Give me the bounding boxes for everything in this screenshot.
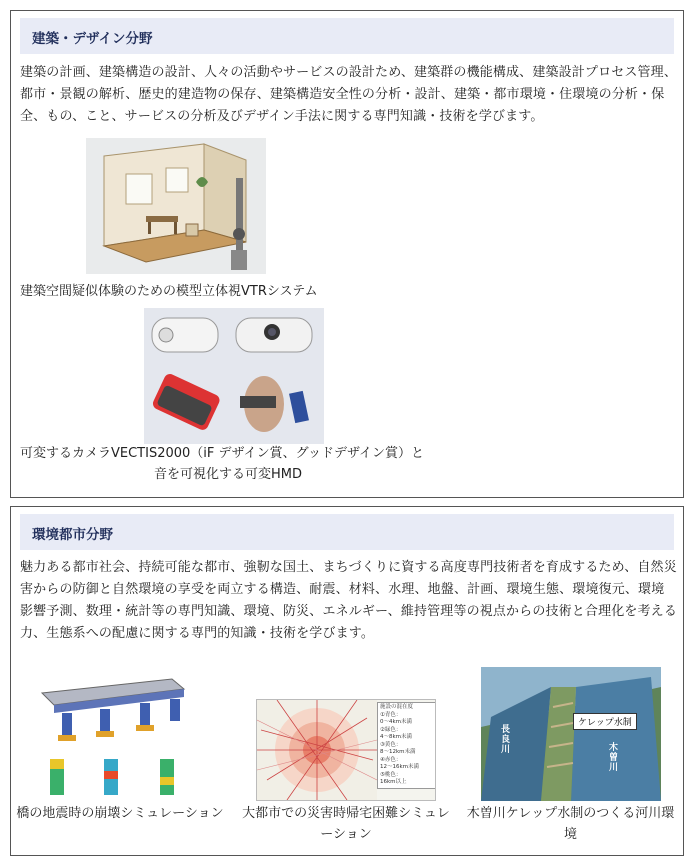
river-aerial-image (481, 667, 661, 801)
section-title: 建築・デザイン分野 (32, 31, 153, 47)
bridge-simulation-image (32, 671, 194, 801)
bridge-caption: 橋の地震時の崩壊シミュレーション (16, 806, 224, 821)
section-header (20, 514, 674, 550)
legend-line: 16km以上 (380, 779, 407, 785)
legend-line: 4〜8km未満 (380, 734, 413, 740)
river-caption: 木曽川ケレップ水制のつくる河川環境 (466, 806, 675, 842)
urban-map-image (256, 699, 436, 801)
legend-line: 12〜16km未満 (380, 764, 420, 770)
camera-caption-line2: 音を可視化する可変HMD (154, 467, 303, 482)
legend-line: 施設の混在度 (380, 704, 414, 710)
legend-line: ③黄色： (380, 741, 402, 748)
legend-line: ④赤色： (380, 756, 402, 763)
section-description: 建築の計画、建築構造の設計、人々の活動やサービスの設計ため、建築群の機能構成、建築設計プロセス管理、都市・景観の解析、歴史的建造物の保存、建築構造安全性の分析・設計、建築・都市環境・住環境の分析・保全、もの、こと、サービスの分析及びデザイン手法に関する専門知識・技術を学びます。 (20, 65, 677, 124)
urban-caption: 大都市での災害時帰宅困難シミュレーション (242, 806, 450, 842)
model-house-image (86, 138, 266, 274)
section-header (20, 18, 674, 54)
river-main-label: ケレップ水制 (573, 713, 637, 730)
legend-line: 0〜4km未満 (380, 719, 413, 725)
environmental-urban-section (10, 506, 684, 856)
section-title: 環境都市分野 (32, 527, 113, 543)
camera-caption-line1: 可変するカメラVECTIS2000（iF デザイン賞、グッドデザイン賞）と (20, 446, 425, 461)
legend-line: ⑤桃色： (380, 771, 402, 778)
legend-line: 8〜12km未満 (380, 749, 416, 755)
architecture-design-section (10, 10, 684, 498)
model-system-caption: 建築空間疑似体験のための模型立体視VTRシステム (20, 284, 318, 299)
river-right-label: 木曽川 (609, 743, 619, 773)
legend-line: ①青色： (380, 711, 402, 718)
legend-line: ②緑色： (380, 726, 402, 733)
river-left-label: 長良川 (501, 725, 511, 755)
section-description: 魅力ある都市社会、持続可能な都市、強靭な国土、まちづくりに資する高度専門技術者を育成するため、自然災害からの防御と自然環境の享受を両立する構造、耐震、材料、水理、地盤、計画、環境生態、環境復元、環境影響予測、数理・統計等の専門知識、環境、防災、エネルギー、維持管理等の視点からの技術と合理化を考える力、生態系への配慮に関する専門的知識・技術を学びます。 (20, 560, 677, 641)
map-legend (377, 702, 436, 789)
camera-hmd-image (144, 308, 324, 444)
